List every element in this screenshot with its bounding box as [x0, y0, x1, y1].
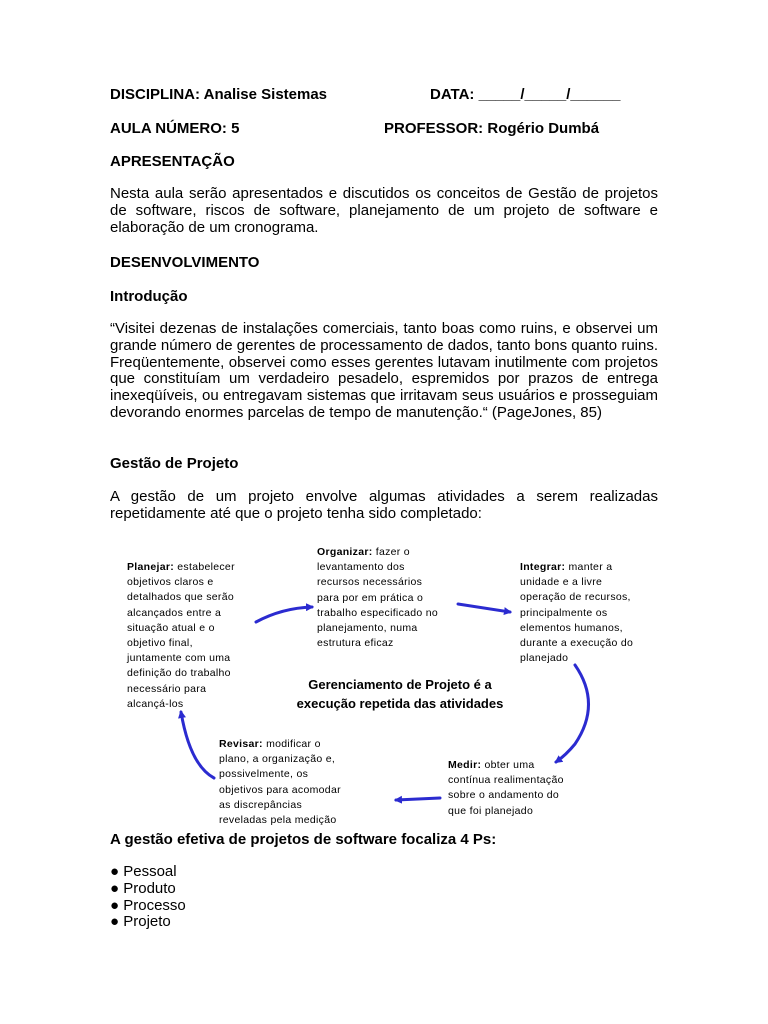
medir-line: que foi planejado	[448, 804, 534, 817]
medir-heading: Medir:	[448, 759, 482, 771]
apresentacao-paragraph: Nesta aula serão apresentados e discutidos os conceitos de Gestão de projetos de software, riscos de software, planejamento de um projeto de software e elaboração de um cronograma.	[110, 185, 658, 236]
list-item: ● Pessoal	[110, 863, 177, 880]
data-value: _____/_____/______	[478, 86, 621, 103]
planejar-line: alcançados entre a	[127, 606, 222, 619]
planejar-line: alcançá-los	[127, 697, 184, 710]
integrar-line: operação de recursos,	[520, 591, 631, 604]
organizar-line: para por em prática o	[317, 591, 424, 604]
organizar-block	[317, 545, 438, 651]
integrar-line: planejado	[520, 652, 569, 665]
medir-line: sobre o andamento do	[448, 789, 560, 802]
planejar-line: estabelecer	[177, 561, 235, 573]
gestao-heading: Gestão de Projeto	[110, 455, 239, 472]
arrow-integrar-medir	[556, 665, 589, 762]
list-item: ● Produto	[110, 879, 176, 897]
ps-heading: A gestão efetiva de projetos de software focaliza 4 Ps:	[110, 831, 497, 848]
revisar-heading: Revisar:	[219, 738, 263, 750]
integrar-heading: Integrar:	[520, 561, 566, 573]
integrar-line: principalmente os	[520, 606, 608, 619]
planejar-line: situação atual e o	[127, 621, 215, 634]
desenvolvimento-heading: DESENVOLVIMENTO	[110, 254, 260, 271]
arrow-organizar-integrar	[458, 604, 510, 612]
planejar-line: necessário para	[127, 682, 207, 695]
medir-line: contínua realimentação	[448, 774, 564, 787]
list-item: ● Projeto	[110, 913, 171, 931]
organizar-line: trabalho especificado no	[317, 606, 439, 619]
medir-line: obter uma	[484, 759, 535, 771]
arrow-planejar-organizar	[256, 607, 312, 622]
disciplina-value: Analise Sistemas	[203, 86, 328, 103]
organizar-heading: Organizar:	[317, 546, 373, 558]
introducao-quote: “Visitei dezenas de instalações comerciais, tanto boas como ruins, e observei um grande número de gerentes de processamento de dados, tanto bons quanto ruins. Freqüentemente, observei como esses gerentes lutavam inutilmente com projetos que constituíam um verdadeiro pesadelo, espremidos por prazos de entrega inexeqüíveis, ou entregavam sistemas que irritavam seus usuários e prosseguiam devorando enormes parcelas de tempo de manutenção.“ (PageJones, 85)	[110, 320, 658, 421]
arrow-revisar-planejar	[181, 712, 214, 778]
integrar-block	[520, 560, 633, 666]
ps-list	[110, 864, 186, 931]
list-item: ● Processo	[110, 896, 186, 914]
organizar-line: recursos necessários	[317, 576, 423, 589]
planejar-heading: Planejar:	[127, 561, 175, 573]
aula-value: 5	[231, 120, 240, 137]
apresentacao-heading: APRESENTAÇÃO	[110, 153, 235, 170]
gestao-paragraph: A gestão de um projeto envolve algumas atividades a serem realizadas repetidamente até que o projeto tenha sido completado:	[110, 488, 658, 522]
integrar-line: durante a execução do	[520, 637, 634, 650]
planejar-line: objetivo final,	[127, 637, 193, 650]
organizar-line: levantamento dos	[317, 561, 405, 574]
organizar-line: planejamento, numa	[317, 622, 418, 635]
revisar-line: objetivos para acomodar	[219, 783, 341, 796]
revisar-block	[219, 737, 341, 828]
revisar-line: possivelmente, os	[219, 768, 309, 781]
planejar-line: definição do trabalho	[127, 667, 231, 680]
aula-label: AULA NÚMERO:	[110, 120, 227, 137]
arrow-medir-revisar	[396, 798, 440, 800]
medir-block	[448, 758, 564, 819]
professor-label: PROFESSOR:	[384, 120, 484, 137]
disciplina-label: DISCIPLINA:	[110, 86, 200, 103]
integrar-line: elementos humanos,	[520, 621, 623, 634]
revisar-line: modificar o	[266, 738, 321, 750]
center-title-line: Gerenciamento de Projeto é a	[308, 677, 492, 692]
planejar-block	[127, 560, 235, 712]
professor-value: Rogério Dumbá	[487, 120, 600, 137]
organizar-line: estrutura eficaz	[317, 637, 394, 650]
integrar-line: manter a	[568, 561, 613, 573]
revisar-line: reveladas pela medição	[219, 814, 337, 827]
data-label: DATA:	[430, 86, 475, 103]
revisar-line: as discrepâncias	[219, 798, 303, 811]
organizar-line: fazer o	[375, 546, 410, 558]
planejar-line: detalhados que serão	[127, 591, 234, 604]
revisar-line: plano, a organização e,	[219, 753, 336, 766]
integrar-line: unidade e a livre	[520, 576, 603, 589]
planejar-line: objetivos claros e	[127, 576, 214, 589]
center-title-line: execução repetida das atividades	[296, 696, 504, 711]
diagram-center-title	[270, 675, 530, 713]
introducao-heading: Introdução	[110, 288, 188, 305]
planejar-line: juntamente com uma	[127, 652, 231, 665]
